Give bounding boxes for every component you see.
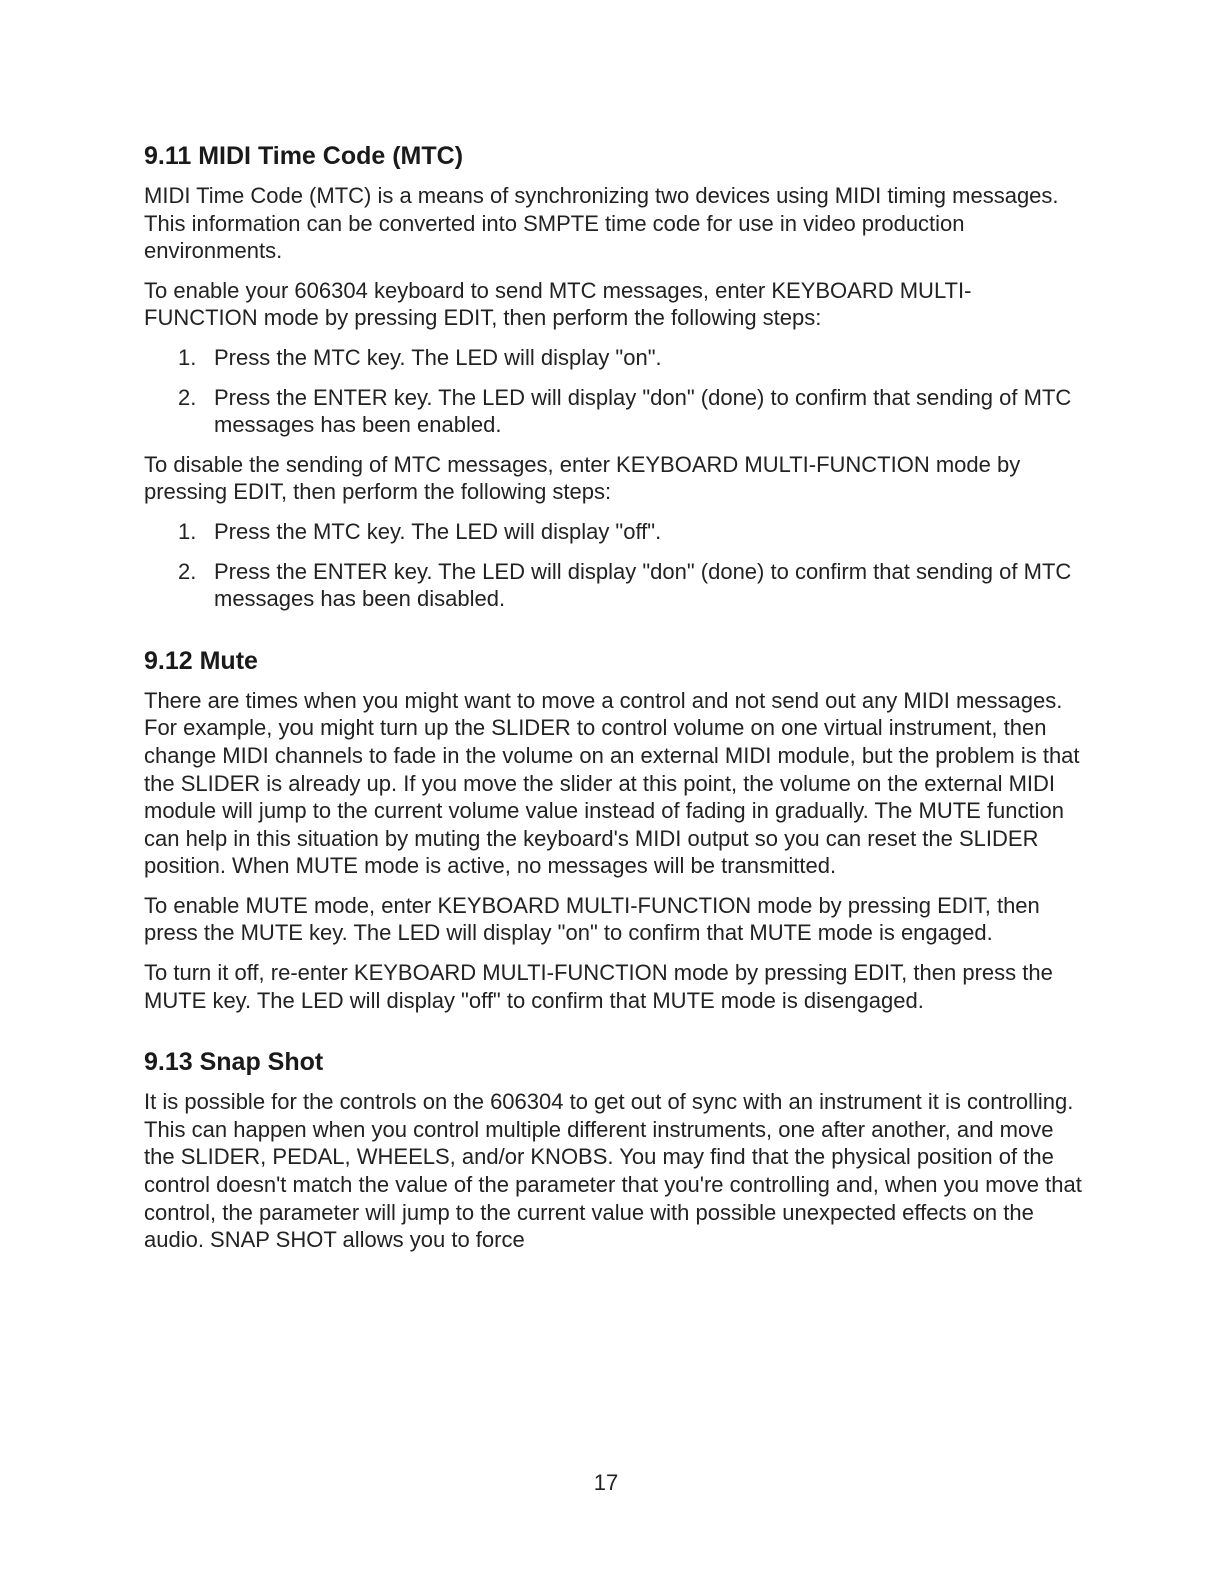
mute-enable-paragraph: To enable MUTE mode, enter KEYBOARD MULTI-FUNCTION mode by pressing EDIT, then press the MUTE key. The LED will display "on" to confirm that MUTE mode is engaged. — [144, 892, 1040, 946]
list-number: 2. — [178, 384, 197, 410]
list-item — [144, 384, 1084, 439]
list-number: 2. — [178, 558, 197, 584]
list-number: 1. — [178, 344, 197, 370]
snap-shot-paragraph: It is possible for the controls on the 606304 to get out of sync with an instrument it is controlling. This can happen when you control multiple different instruments, one after another, and move the SLIDER, PEDAL, WHEELS, and/or KNOBS. You may find that the physical position of the control doesn't match the value of the parameter that you're controlling and, when you move that control, the parameter will jump to the current value with possible unexpected effects on the audio. SNAP SHOT allows you to force — [144, 1089, 1082, 1253]
list-item — [144, 518, 1084, 546]
page-number: 17 — [593, 1470, 619, 1495]
section-mute — [144, 645, 1084, 1015]
list-text: Press the ENTER key. The LED will display "don" (done) to confirm that sending of MTC messages has been enabled. — [214, 384, 1072, 438]
section-heading-snap-shot: 9.13 Snap Shot — [144, 1048, 324, 1077]
mute-disable-paragraph: To turn it off, re-enter KEYBOARD MULTI-FUNCTION mode by pressing EDIT, then press the MUTE key. The LED will display "off" to confirm that MUTE mode is disengaged. — [144, 960, 1053, 1013]
section-heading-mute: 9.12 Mute — [144, 646, 258, 675]
list-text: Press the MTC key. The LED will display "off". — [214, 518, 662, 544]
mtc-intro-paragraph: MIDI Time Code (MTC) is a means of synchronizing two devices using MIDI timing messages. This information can be converted into SMPTE time code for use in video production environments. — [144, 183, 1059, 264]
list-number: 1. — [178, 518, 197, 544]
list-text: Press the ENTER key. The LED will display "don" (done) to confirm that sending of MTC messages has been disabled. — [214, 558, 1072, 612]
section-heading-mtc: 9.11 MIDI Time Code (MTC) — [144, 142, 464, 170]
mtc-enable-steps — [144, 344, 1084, 439]
list-item — [144, 558, 1084, 613]
section-mtc — [144, 140, 1084, 613]
list-text: Press the MTC key. The LED will display "on". — [214, 344, 662, 370]
mtc-enable-paragraph: To enable your 606304 keyboard to send MTC messages, enter KEYBOARD MULTI-FUNCTION mode by pressing EDIT, then perform the following steps: — [144, 277, 972, 331]
list-item — [144, 344, 1084, 372]
mute-paragraph: There are times when you might want to move a control and not send out any MIDI messages. For example, you might turn up the SLIDER to control volume on one virtual instrument, then change MIDI channels to fade in the volume on an external MIDI module, but the problem is that the SLIDER is already up. If you move the slider at this point, the volume on the external MIDI module will jump to the current volume value instead of fading in gradually. The MUTE function can help in this situation by muting the keyboard's MIDI output so you can reset the SLIDER position. When MUTE mode is active, no messages will be transmitted. — [144, 687, 1080, 879]
mtc-disable-paragraph: To disable the sending of MTC messages, enter KEYBOARD MULTI-FUNCTION mode by pressing EDIT, then perform the following steps: — [144, 451, 1021, 505]
document-page — [144, 140, 1084, 1266]
mtc-disable-steps — [144, 518, 1084, 613]
section-snap-shot — [144, 1046, 1084, 1254]
